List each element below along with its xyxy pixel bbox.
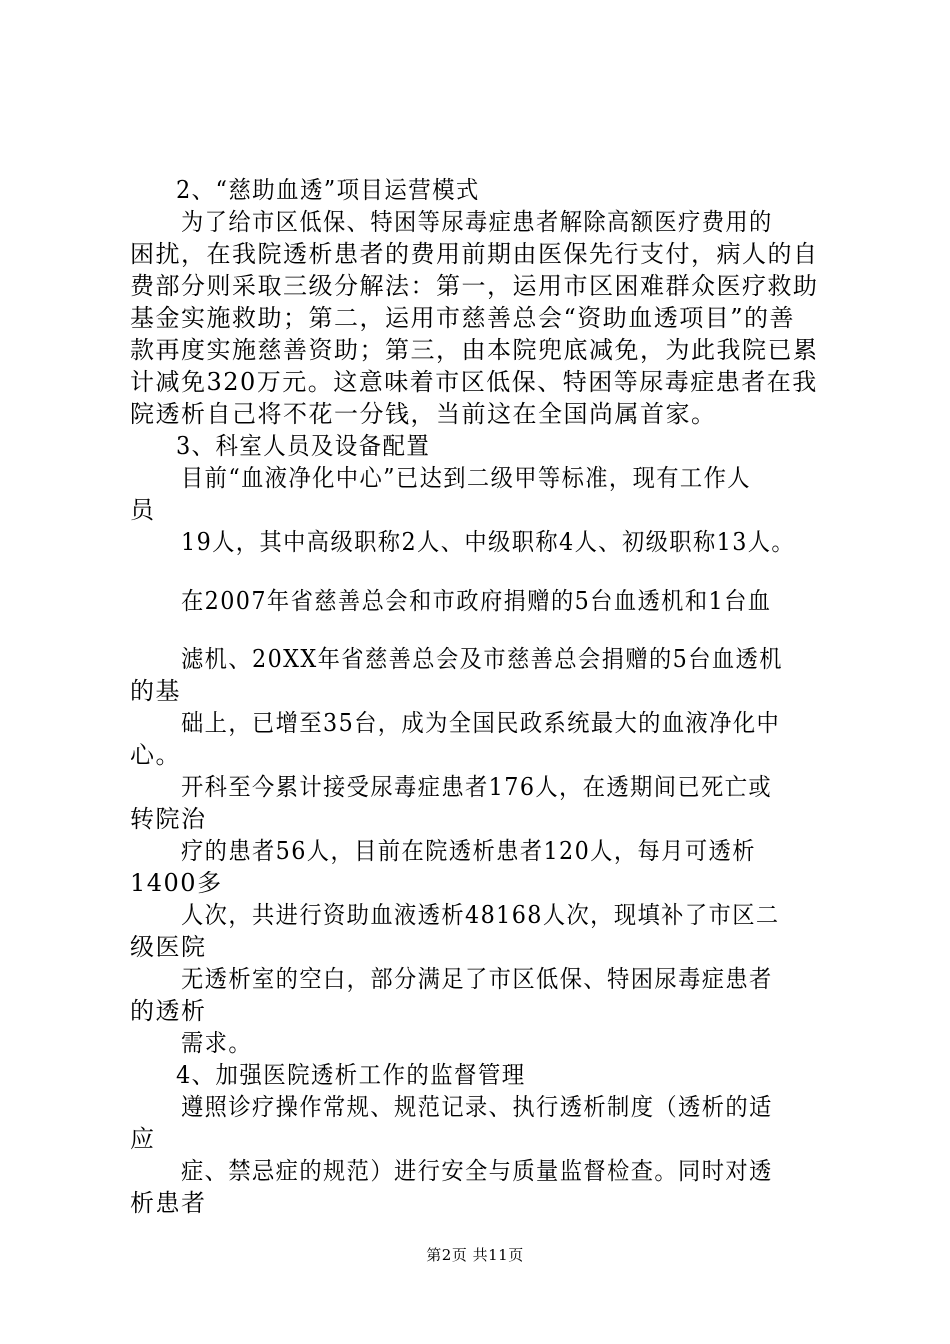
paragraph-line: 遵照诊疗操作常规、规范记录、执行透析制度（透析的适 xyxy=(181,1093,773,1121)
paragraph-line: 员 xyxy=(130,496,156,524)
paragraph-line: 疗的患者56人，目前在院透析患者120人，每月可透析 xyxy=(181,837,756,865)
paragraph-line: 级医院 xyxy=(130,933,207,961)
paragraph-line: 款再度实施慈善资助；第三，由本院兜底减免，为此我院已累 xyxy=(130,336,819,364)
paragraph-line: 滤机、20XX年省慈善总会及市慈善总会捐赠的5台血透机 xyxy=(181,645,783,673)
paragraph-line: 困扰，在我院透析患者的费用前期由医保先行支付，病人的自 xyxy=(130,240,819,268)
paragraph-line: 19人，其中高级职称2人、中级职称4人、初级职称13人。 xyxy=(181,528,796,556)
section-heading-3: 3、科室人员及设备配置 xyxy=(176,432,431,460)
paragraph-line: 础上，已增至35台，成为全国民政系统最大的血液净化中 xyxy=(181,709,781,737)
paragraph-line: 费部分则采取三级分解法：第一，运用市区困难群众医疗救助 xyxy=(130,272,819,300)
paragraph-line: 基金实施救助；第二，运用市慈善总会“资助血透项目”的善 xyxy=(130,304,796,332)
paragraph-line: 的基 xyxy=(130,677,181,705)
paragraph-line: 的透析 xyxy=(130,997,207,1025)
paragraph-line: 在2007年省慈善总会和市政府捐赠的5台血透机和1台血 xyxy=(181,587,772,615)
paragraph-line: 院透析自己将不花一分钱，当前这在全国尚属首家。 xyxy=(130,400,717,428)
section-heading-4: 4、加强医院透析工作的监督管理 xyxy=(176,1061,526,1089)
paragraph-line: 1400多 xyxy=(130,869,223,897)
paragraph-line: 应 xyxy=(130,1125,156,1153)
paragraph-line: 为了给市区低保、特困等尿毒症患者解除高额医疗费用的 xyxy=(181,208,773,236)
paragraph-line: 目前“血液净化中心”已达到二级甲等标准，现有工作人 xyxy=(181,464,751,492)
page-number-footer: 第2页 共11页 xyxy=(426,1246,524,1264)
paragraph-line: 需求。 xyxy=(181,1029,253,1057)
paragraph-line: 无透析室的空白，部分满足了市区低保、特困尿毒症患者 xyxy=(181,965,773,993)
paragraph-line: 心。 xyxy=(130,741,181,769)
paragraph-line: 转院治 xyxy=(130,805,207,833)
paragraph-line: 开科至今累计接受尿毒症患者176人，在透期间已死亡或 xyxy=(181,773,773,801)
paragraph-line: 计减免320万元。这意味着市区低保、特困等尿毒症患者在我 xyxy=(130,368,818,396)
section-heading-2: 2、“慈助血透”项目运营模式 xyxy=(176,176,480,204)
paragraph-line: 症、禁忌症的规范）进行安全与质量监督检查。同时对透 xyxy=(181,1157,773,1185)
paragraph-line: 析患者 xyxy=(130,1189,207,1217)
paragraph-line: 人次，共进行资助血液透析48168人次，现填补了市区二 xyxy=(181,901,780,929)
